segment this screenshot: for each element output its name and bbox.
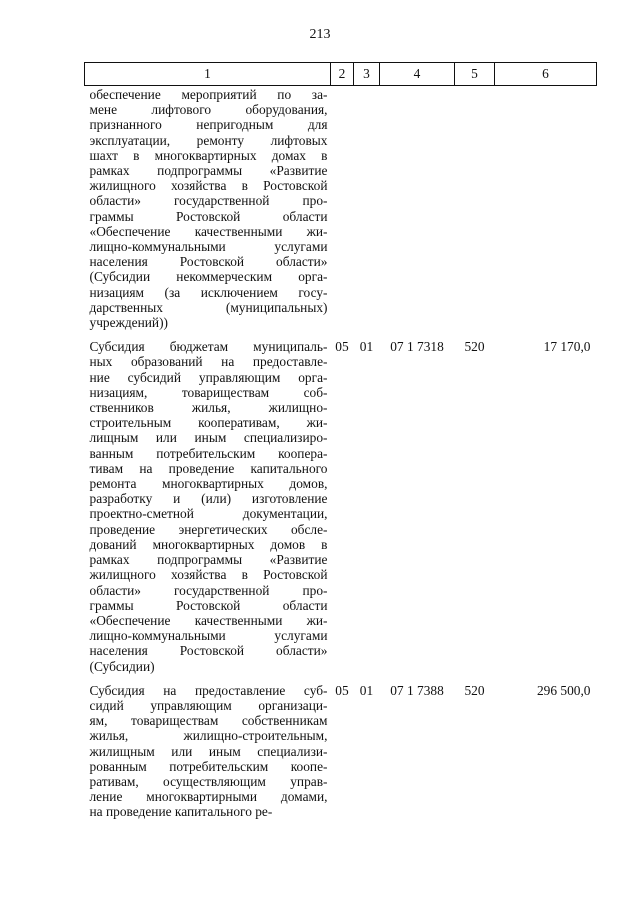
description-line: низациям (за исключением госу- — [89, 284, 328, 300]
row-amount: 17 170,0 — [543, 339, 591, 355]
row-subsection-code: 01 — [359, 339, 374, 355]
header-col-2: 2 — [331, 63, 354, 86]
description-line: на проведение капитального ре- — [89, 804, 273, 820]
description-line: учреждений)) — [89, 315, 168, 331]
row-description — [85, 674, 331, 820]
row-amount: 296 500,0 — [536, 682, 591, 698]
table-row — [85, 86, 597, 331]
description-line: «Обеспечение качественными жи- — [89, 223, 328, 239]
row-section-code — [331, 86, 354, 331]
description-line: рамках подпрограммы «Развитие — [89, 163, 328, 179]
description-line: ных образований на предоставле- — [89, 354, 328, 370]
description-line: признанного непригодным для — [89, 117, 328, 133]
description-line: проведение энергетических обсле- — [89, 521, 328, 537]
description-line: жилищным или иным специализи- — [89, 743, 328, 759]
description-line: жилищного хозяйства в Ростовской — [89, 567, 328, 583]
description-line: эксплуатации, ремонту лифтовых — [89, 132, 328, 148]
budget-table — [84, 62, 597, 820]
description-line: мене лифтового оборудования, — [89, 102, 328, 118]
description-line: (Субсидии некоммерческим орга- — [89, 269, 328, 285]
row-subsection-code — [354, 86, 380, 331]
description-line: лищно-коммунальными услугами — [89, 239, 328, 255]
description-line: населения Ростовской области» — [89, 643, 328, 659]
description-line: Субсидия на предоставление суб- — [89, 682, 328, 698]
description-line: дований многоквартирных домов в — [89, 536, 328, 552]
row-description — [85, 330, 331, 673]
description-line: рамках подпрограммы «Развитие — [89, 552, 328, 568]
table-row — [85, 674, 597, 820]
description-line: тивам на проведение капитального — [89, 460, 328, 476]
description-line: ванным потребительским коопера- — [89, 445, 328, 461]
description-line: (Субсидии) — [89, 658, 155, 674]
description-line: строительным кооперативам, жи- — [89, 415, 328, 431]
description-line: ям, товариществам собственникам — [89, 713, 328, 729]
header-col-6: 6 — [495, 63, 597, 86]
row-target-article-code: 07 1 7318 — [390, 339, 444, 355]
header-col-5: 5 — [455, 63, 495, 86]
row-expense-type-code: 520 — [464, 339, 485, 355]
header-col-1: 1 — [85, 63, 331, 86]
description-line: ственников жилья, жилищно- — [89, 400, 328, 416]
description-line: разработку и (или) изготовление — [89, 491, 328, 507]
description-line: области» государственной про- — [89, 193, 328, 209]
description-line: Субсидия бюджетам муниципаль- — [89, 339, 328, 355]
description-line: шахт в многоквартирных домах в — [89, 147, 328, 163]
row-section-code: 05 — [335, 339, 349, 355]
row-target-article-code: 07 1 7388 — [390, 682, 444, 698]
row-description — [85, 86, 331, 331]
description-line: ративам, осуществляющим управ- — [89, 773, 328, 789]
header-row — [85, 63, 597, 86]
description-line: рованным потребительским коопе- — [89, 758, 328, 774]
description-line: ремонта многоквартирных домов, — [89, 476, 328, 492]
description-line: сидий управляющим организаци- — [89, 697, 328, 713]
row-section-code: 05 — [335, 682, 349, 698]
page-number: 213 — [309, 27, 331, 42]
row-amount — [495, 86, 597, 331]
description-line: области» государственной про- — [89, 582, 328, 598]
description-line: проектно-сметной документации, — [89, 506, 328, 522]
description-line: лищным или иным специализиро- — [89, 430, 328, 446]
header-col-3: 3 — [354, 63, 380, 86]
description-line: жилищного хозяйства в Ростовской — [89, 178, 328, 194]
row-expense-type-code: 520 — [464, 682, 485, 698]
description-line: низациям, товариществам соб- — [89, 384, 328, 400]
description-line: ние субсидий управляющим орга- — [89, 369, 328, 385]
row-subsection-code: 01 — [359, 682, 374, 698]
description-line: ление многоквартирными домами, — [89, 789, 328, 805]
description-line: дарственных (муниципальных) — [89, 299, 328, 315]
description-line: населения Ростовской области» — [89, 254, 328, 270]
row-target-article-code — [380, 86, 455, 331]
row-expense-type-code — [455, 86, 495, 331]
description-line: «Обеспечение качественными жи- — [89, 612, 328, 628]
description-line: жилья, жилищно-строительным, — [89, 728, 328, 744]
table-row — [85, 330, 597, 673]
header-col-4: 4 — [380, 63, 455, 86]
description-line: граммы Ростовской области — [89, 208, 328, 224]
description-line: граммы Ростовской области — [89, 597, 328, 613]
description-line: лищно-коммунальными услугами — [89, 628, 328, 644]
description-line: обеспечение мероприятий по за- — [89, 87, 328, 102]
